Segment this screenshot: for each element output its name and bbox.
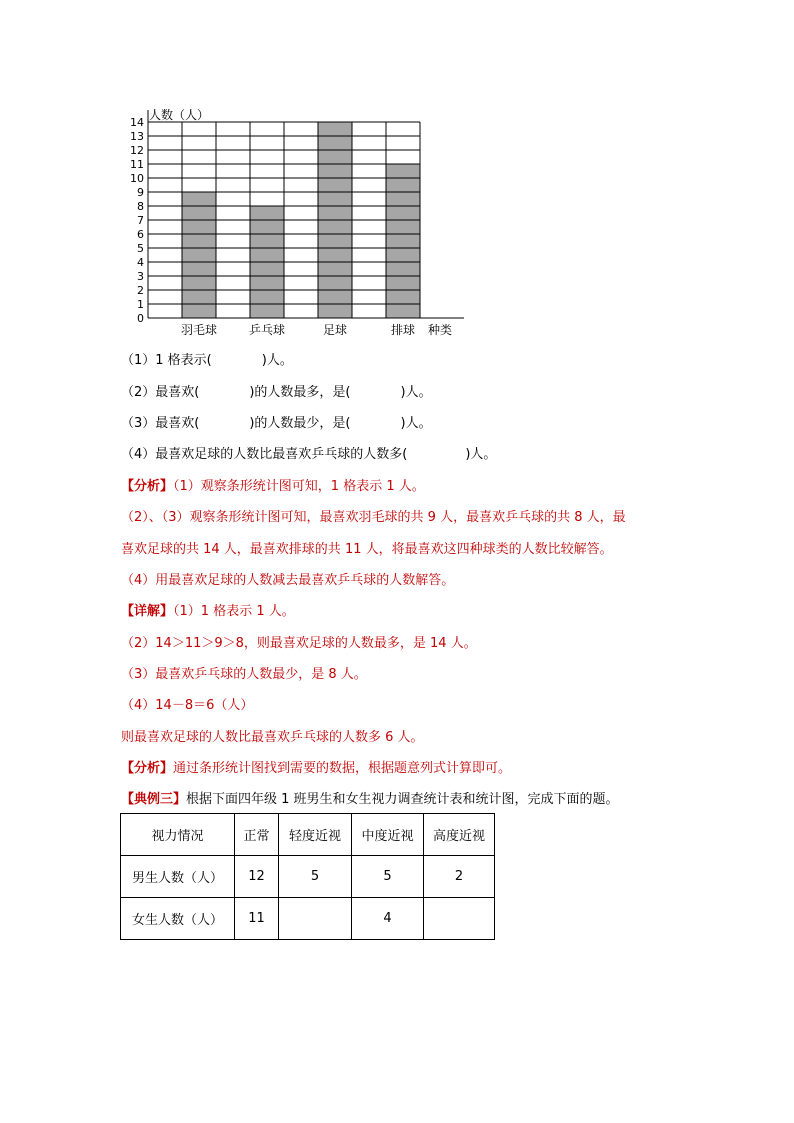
table-header: 高度近视 — [424, 814, 495, 856]
y-tick-label: 1 — [137, 298, 144, 311]
analysis-line-3: 喜欢足球的共 14 人，最喜欢排球的共 11 人，将最喜欢这四种球类的人数比较解答。 — [121, 542, 613, 557]
detail-line-3: （3）最喜欢乒乓球的人数最少，是 8 人。 — [121, 667, 367, 682]
table-cell — [424, 898, 495, 940]
y-tick-label: 13 — [130, 130, 144, 143]
table-row — [121, 856, 495, 898]
y-tick-label: 11 — [130, 158, 144, 171]
bar-chart — [120, 100, 500, 340]
analysis-summary: 【分析】通过条形统计图找到需要的数据，根据题意列式计算即可。 — [121, 761, 512, 776]
analysis-line-2: （2）、（3）观察条形统计图可知，最喜欢羽毛球的共 9 人，最喜欢乒乓球的共 8 人，最 — [121, 510, 626, 525]
detail-line-2: （2）14＞11＞9＞8，则最喜欢足球的人数最多，是 14 人。 — [121, 636, 477, 651]
y-tick-label: 3 — [137, 270, 144, 283]
question-1: （1）1 格表示( )人。 — [121, 353, 293, 368]
table-header: 轻度近视 — [279, 814, 352, 856]
x-axis-label: 种类 — [427, 323, 453, 337]
analysis-line-4: （4）用最喜欢足球的人数减去最喜欢乒乓球的人数解答。 — [121, 573, 455, 588]
x-tick-label: 羽毛球 — [180, 323, 218, 337]
question-2: （2）最喜欢( )的人数最多，是( )人。 — [121, 385, 432, 400]
table-cell — [279, 898, 352, 940]
detail-line-4: （4）14－8＝6（人） — [121, 698, 254, 713]
detail-line-5: 则最喜欢足球的人数比最喜欢乒乓球的人数多 6 人。 — [121, 730, 424, 745]
y-tick-label: 4 — [137, 256, 144, 269]
table-header-row — [121, 814, 495, 856]
table-cell: 11 — [235, 898, 279, 940]
bar — [386, 164, 420, 318]
table-header: 中度近视 — [352, 814, 424, 856]
y-tick-label: 0 — [137, 312, 144, 325]
table-header: 正常 — [235, 814, 279, 856]
x-tick-label: 排球 — [390, 323, 416, 337]
y-tick-label: 14 — [130, 116, 144, 129]
y-tick-label: 2 — [137, 284, 144, 297]
table-cell: 男生人数（人） — [121, 856, 235, 898]
y-tick-label: 9 — [137, 186, 144, 199]
y-tick-label: 8 — [137, 200, 144, 213]
table-header: 视力情况 — [121, 814, 235, 856]
y-tick-label: 7 — [137, 214, 144, 227]
bar — [182, 192, 216, 318]
example-3-heading: 【典例三】根据下面四年级 1 班男生和女生视力调查统计表和统计图，完成下面的题。 — [121, 792, 619, 807]
table-cell: 2 — [424, 856, 495, 898]
y-tick-label: 5 — [137, 242, 144, 255]
y-tick-label: 6 — [137, 228, 144, 241]
detail-line-1: 【详解】（1）1 格表示 1 人。 — [121, 604, 295, 619]
y-tick-label: 10 — [130, 172, 144, 185]
x-tick-label: 足球 — [322, 323, 348, 337]
table-cell: 5 — [352, 856, 424, 898]
table-cell: 4 — [352, 898, 424, 940]
y-axis-label: 人数（人） — [149, 108, 210, 122]
table-cell: 5 — [279, 856, 352, 898]
table-row — [121, 898, 495, 940]
x-tick-label: 乒乓球 — [248, 323, 286, 337]
vision-table — [120, 813, 495, 940]
table-cell: 12 — [235, 856, 279, 898]
y-tick-label: 12 — [130, 144, 144, 157]
analysis-line-1: 【分析】（1）观察条形统计图可知，1 格表示 1 人。 — [121, 479, 425, 494]
question-4: （4）最喜欢足球的人数比最喜欢乒乓球的人数多( )人。 — [121, 447, 497, 462]
table-cell: 女生人数（人） — [121, 898, 235, 940]
question-3: （3）最喜欢( )的人数最少，是( )人。 — [121, 416, 432, 431]
